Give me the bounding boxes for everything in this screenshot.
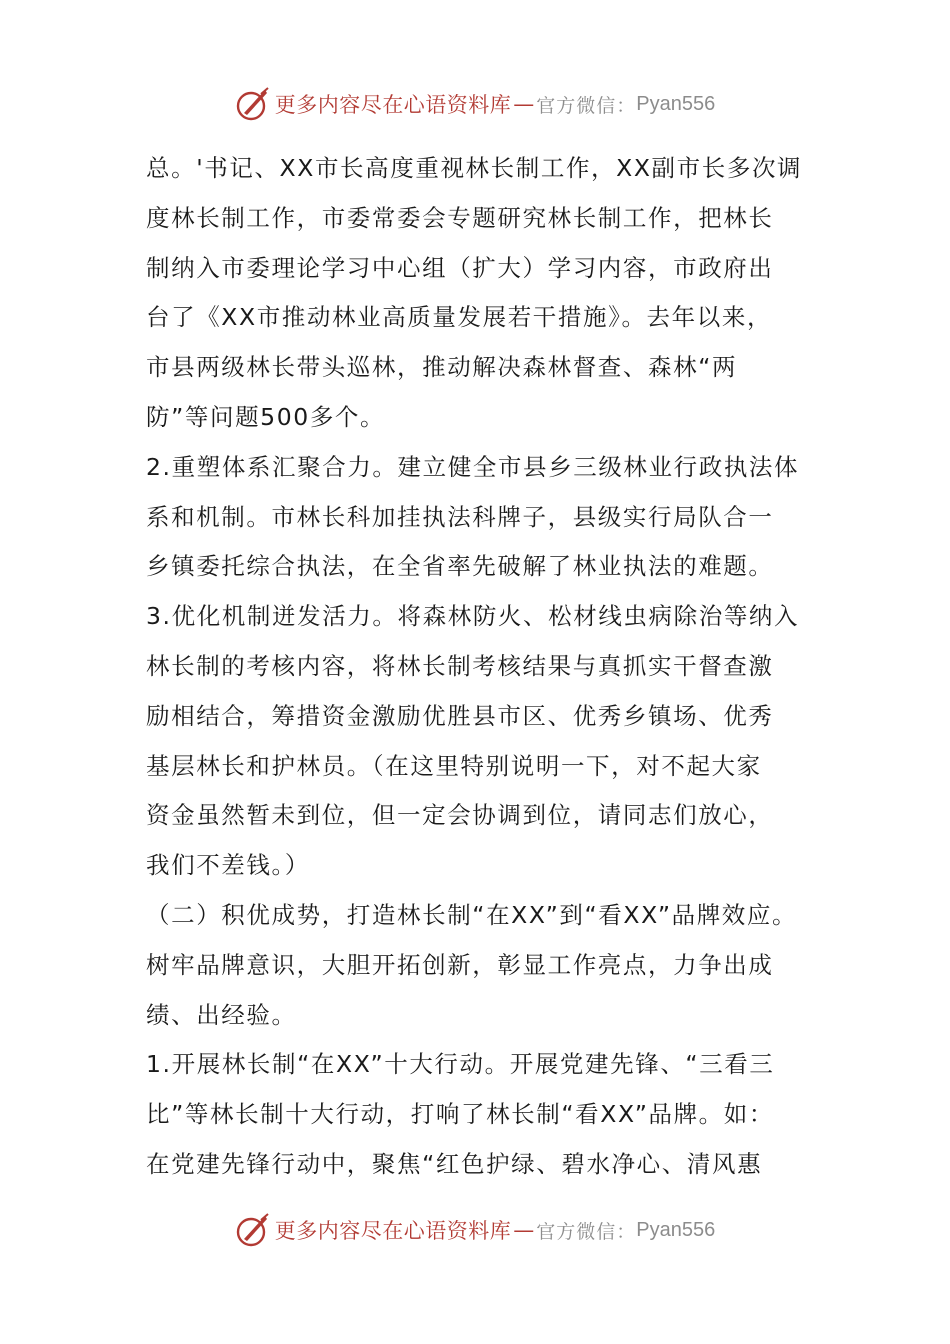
text-line: 资金虽然暂未到位，但一定会协调到位，请同志们放心， xyxy=(146,801,774,830)
text-line: 制纳入市委理论学习中心组（扩大）学习内容，市政府出 xyxy=(146,253,774,282)
document-body xyxy=(146,150,846,1196)
watermark-dash: — xyxy=(513,92,535,116)
watermark-wechat-id: Pyan556 xyxy=(636,92,716,115)
text-line: 总。'书记、XX市长高度重视林长制工作，XX副市长多次调 xyxy=(146,154,803,182)
text-line: 我们不差钱。） xyxy=(146,851,310,880)
watermark-footer xyxy=(0,1210,950,1250)
watermark-site-text: 更多内容尽在心语资料库 xyxy=(274,1219,512,1243)
quill-logo-icon xyxy=(235,1212,271,1248)
text-line: 1.开展林长制“在XX”十大行动。开展党建先锋、“三看三 xyxy=(146,1050,775,1079)
text-line: 乡镇委托综合执法，在全省率先破解了林业执法的难题。 xyxy=(146,552,774,581)
text-line: 3.优化机制迸发活力。将森林防火、松材线虫病除治等纳入 xyxy=(146,602,800,631)
text-line: 防”等问题500多个。 xyxy=(146,402,386,431)
watermark-official-label: 官方微信： xyxy=(536,94,637,117)
text-line: 基层林长和护林员。（在这里特别说明一下，对不起大家 xyxy=(146,751,762,780)
text-line: 系和机制。市林长科加挂执法科牌子，县级实行局队合一 xyxy=(146,502,774,531)
text-line: 树牢品牌意识，大胆开拓创新，彰显工作亮点，力争出成 xyxy=(146,950,774,979)
quill-logo-icon xyxy=(235,86,271,122)
text-line: 绩、出经验。 xyxy=(146,1000,297,1029)
watermark-header xyxy=(0,84,950,124)
text-line: 励相结合，筹措资金激励优胜县市区、优秀乡镇场、优秀 xyxy=(146,701,774,730)
text-line: 度林长制工作，市委常委会专题研究林长制工作，把林长 xyxy=(146,203,774,232)
text-line: 2.重塑体系汇聚合力。建立健全市县乡三级林业行政执法体 xyxy=(146,452,800,481)
watermark-wechat-id: Pyan556 xyxy=(636,1218,716,1241)
text-line: 市县两级林长带头巡林，推动解决森林督查、森林“两 xyxy=(146,353,738,382)
text-line: 林长制的考核内容，将林长制考核结果与真抓实干督查激 xyxy=(146,651,774,680)
text-line: （二）积优成势，打造林长制“在XX”到“看XX”品牌效应。 xyxy=(146,900,798,929)
watermark-official-label: 官方微信： xyxy=(536,1220,637,1243)
text-line: 比”等林长制十大行动，打响了林长制“看XX”品牌。如： xyxy=(146,1100,774,1129)
watermark-dash: — xyxy=(513,1218,535,1242)
text-line: 在党建先锋行动中，聚焦“红色护绿、碧水净心、清风惠 xyxy=(146,1149,763,1178)
watermark-site-text: 更多内容尽在心语资料库 xyxy=(274,93,512,117)
text-line: 台了《XX市推动林业高质量发展若干措施》。去年以来， xyxy=(146,303,773,332)
